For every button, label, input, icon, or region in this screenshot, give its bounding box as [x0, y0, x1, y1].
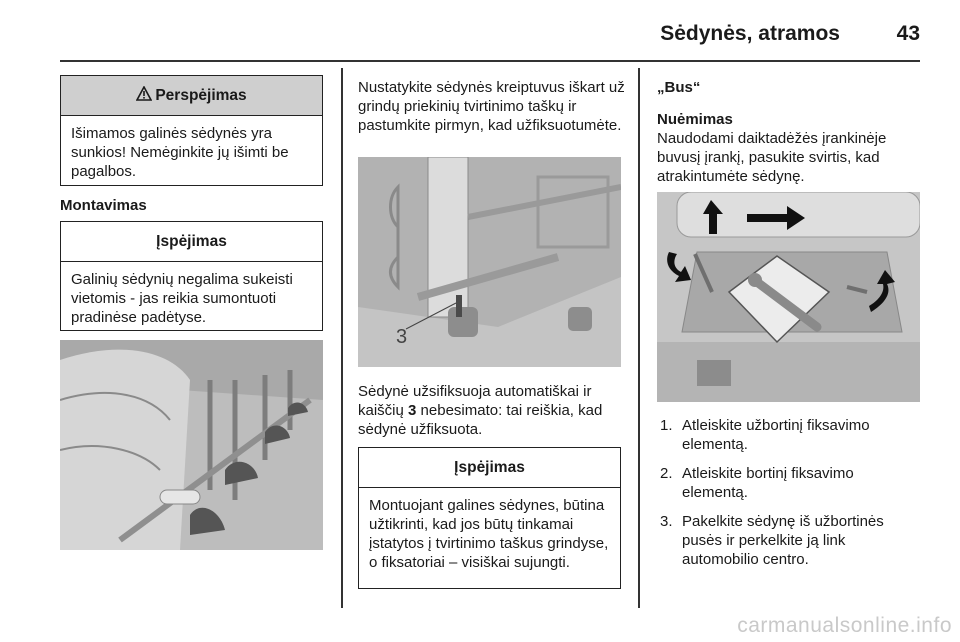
section-heading-montavimas: Montavimas — [60, 197, 147, 214]
caution-box-2-text: Montuojant galines sėdynes, būtina užtikrinti, kad jos būtų tinkamai įstatytos į tvirtinimo taškus grindyse, o fiksatoriai – visiškai sujungti. — [369, 497, 609, 571]
step-text: Pakelkite sėdynę iš užbortinės pusės ir perkelkite ją link automobilio centro. — [682, 513, 884, 568]
warning-box-header — [61, 76, 322, 116]
watermark-text: carmanualsonline.info — [737, 614, 952, 637]
callout-number-3: 3 — [396, 326, 408, 348]
warning-triangle-icon — [136, 86, 152, 106]
caution-box-2 — [358, 447, 621, 589]
page-number: 43 — [896, 22, 920, 45]
col2-intro-text: Nustatykite sėdynės kreiptuvus iškart už grindų priekinių tvirtinimo taškų ir pastumkite pirmyn, kad užfiksuotumėte. — [358, 79, 625, 134]
caution-box-2-header: Įspėjimas — [359, 448, 620, 488]
variant-label-bus: „Bus“ — [657, 79, 701, 96]
list-item — [660, 464, 922, 502]
warning-text: Išimamos galinės sėdynės yra sunkios! Nemėginkite jų išimti be pagalbos. — [71, 125, 289, 180]
step-text: Atleiskite užbortinį fiksavimo elementą. — [682, 417, 870, 453]
seat-lock-pin-illustration — [358, 157, 621, 367]
lock-text-part-1: Sėdynė užsifiksuoja automatiškai ir kaiščių — [358, 383, 592, 419]
lock-text-part-2: nebesimato: tai reiškia, kad sėdynė užfiksuota. — [358, 402, 603, 438]
list-item — [660, 416, 922, 454]
column-divider-2 — [638, 68, 640, 608]
col2-lock-description — [358, 382, 628, 439]
step-number: 2. — [660, 465, 673, 482]
step-number: 1. — [660, 417, 673, 434]
removal-steps-list — [660, 416, 922, 579]
caution-box-1-header: Įspėjimas — [61, 222, 322, 262]
lock-text-ref-3: 3 — [408, 402, 417, 419]
seat-runners-illustration — [60, 340, 323, 550]
page-header-title: Sėdynės, atramos — [660, 22, 840, 45]
step-text: Atleiskite bortinį fiksavimo elementą. — [682, 465, 854, 501]
section-heading-nuemimas: Nuėmimas — [657, 111, 733, 128]
caution-box-1-text: Galinių sėdynių negalima sukeisti vietomis - jas reikia sumontuoti pradinėse padėtyse. — [71, 271, 293, 326]
list-item — [660, 512, 922, 569]
col3-intro-text: Naudodami daiktadėžės įrankinėje buvusį įrankį, pasukite svirtis, kad atrakintumėte sėdynę. — [657, 130, 887, 185]
column-divider-1 — [341, 68, 343, 608]
caution-box-1 — [60, 221, 323, 331]
header-divider — [60, 60, 920, 62]
seat-removal-illustration — [657, 192, 920, 402]
step-number: 3. — [660, 513, 673, 530]
warning-title: Perspėjimas — [155, 86, 247, 104]
warning-box — [60, 75, 323, 186]
